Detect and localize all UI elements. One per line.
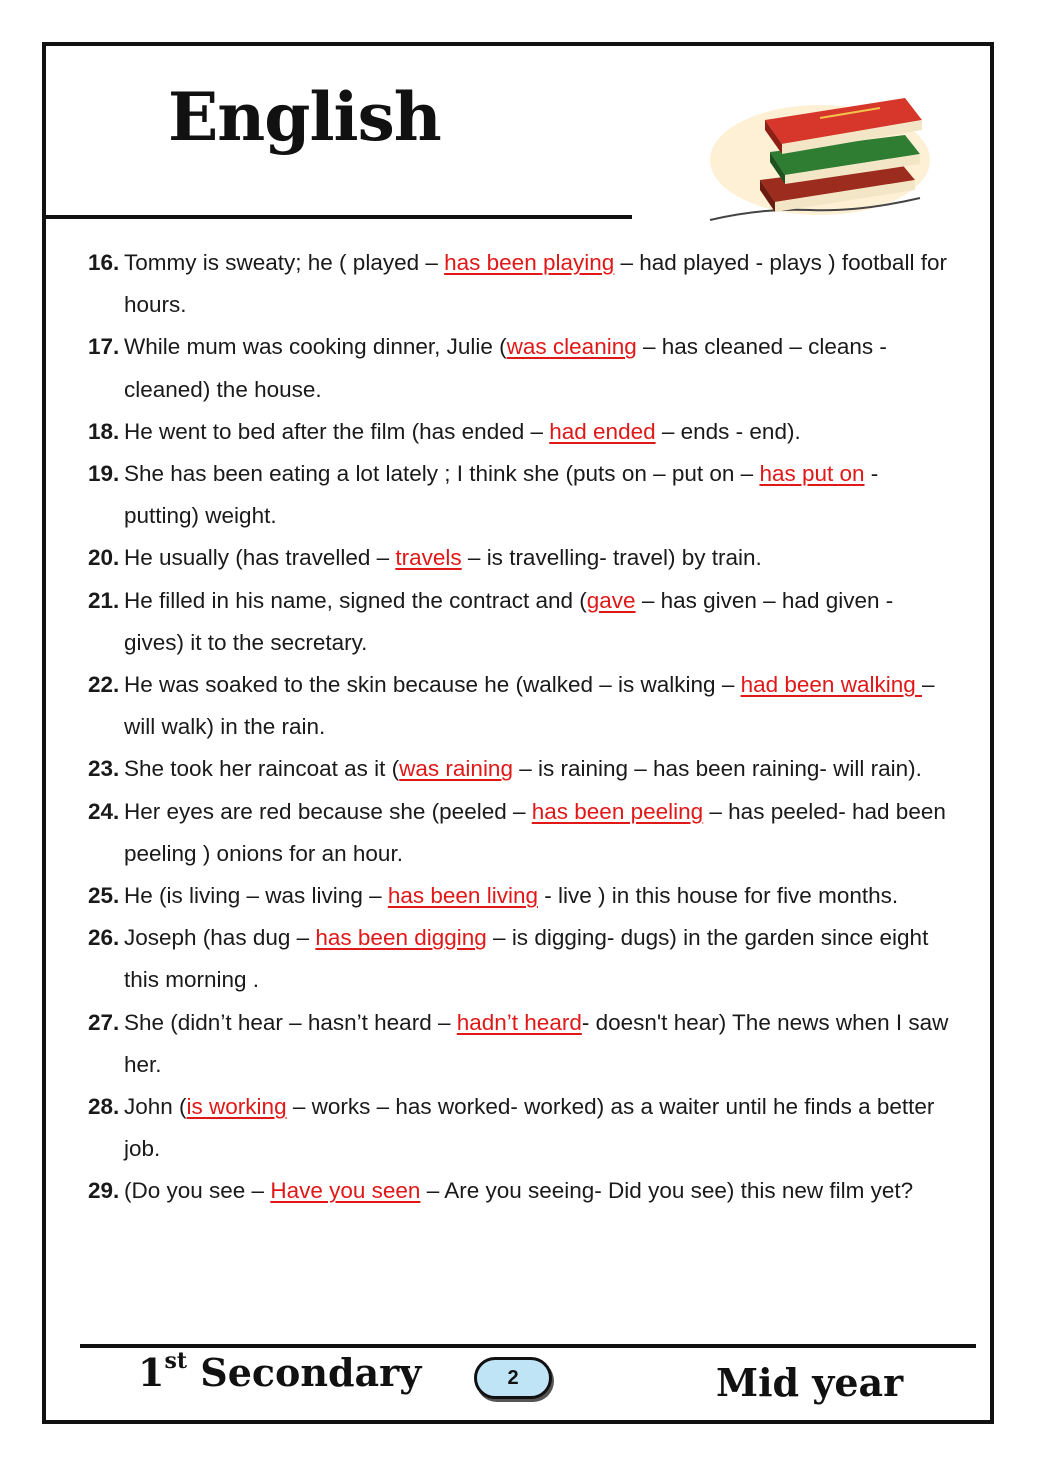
question-fragment: – had played - plays ) football for hours. — [124, 250, 947, 318]
question-number: 19. — [88, 461, 120, 487]
correct-answer: has been living — [387, 883, 538, 909]
question-fragment: She took her raincoat as it ( — [124, 756, 400, 782]
question-fragment: – ends - end). — [655, 418, 801, 444]
correct-answer: had ended — [549, 418, 656, 444]
question-number: 27. — [88, 1009, 120, 1035]
question-item — [88, 1170, 958, 1212]
question-fragment: - live ) in this house for five months. — [537, 883, 899, 909]
question-text — [124, 917, 958, 1001]
question-fragment: – works – has worked- worked) as a waiter until he finds a better job. — [124, 1094, 935, 1162]
question-item — [88, 242, 958, 326]
correct-answer: was cleaning — [506, 334, 637, 360]
question-fragment: – Are you seeing- Did you see) this new film yet? — [420, 1178, 914, 1204]
correct-answer: was raining — [399, 756, 513, 782]
question-number: 18. — [88, 418, 120, 444]
footer-divider — [80, 1344, 976, 1348]
question-item — [88, 875, 958, 917]
question-fragment: – will walk) in the rain. — [124, 672, 935, 740]
question-fragment: (Do you see – — [124, 1178, 271, 1204]
question-item — [88, 580, 958, 664]
question-fragment: - putting) weight. — [124, 461, 879, 529]
question-fragment: John ( — [124, 1094, 187, 1120]
correct-answer: travels — [395, 545, 462, 571]
grade-number: 1 — [138, 1350, 165, 1395]
correct-answer: has been digging — [315, 925, 487, 951]
question-item — [88, 1002, 958, 1086]
question-text — [124, 537, 958, 579]
correct-answer: has been playing — [444, 250, 615, 275]
question-text — [124, 411, 958, 453]
question-text — [124, 1002, 958, 1086]
question-text — [124, 664, 958, 748]
correct-answer: gave — [586, 587, 636, 613]
page-title: English — [168, 78, 441, 156]
question-number: 29. — [88, 1178, 120, 1204]
question-fragment: While mum was cooking dinner, Julie ( — [124, 334, 507, 360]
term-label: Mid year — [716, 1360, 904, 1405]
question-number: 20. — [88, 545, 120, 571]
question-fragment: – has cleaned – cleans - cleaned) the house. — [124, 334, 887, 402]
question-number: 22. — [88, 672, 120, 698]
correct-answer: has put on — [759, 461, 865, 487]
question-item — [88, 537, 958, 579]
question-fragment: – is travelling- travel) by train. — [461, 545, 762, 571]
question-fragment: Her eyes are red because she (peeled – — [124, 798, 532, 824]
page-number: 2 — [507, 1366, 519, 1389]
question-number: 21. — [88, 587, 120, 613]
question-fragment: – has peeled- had been peeling ) onions for an hour. — [124, 798, 946, 866]
question-text — [124, 748, 958, 790]
question-item — [88, 748, 958, 790]
grade-word: Secondary — [200, 1350, 422, 1395]
question-number: 23. — [88, 756, 120, 782]
question-number: 17. — [88, 334, 120, 360]
question-fragment: He usually (has travelled – — [124, 545, 396, 571]
correct-answer: Have you seen — [270, 1178, 421, 1204]
correct-answer: had been walking — [740, 672, 922, 698]
question-text — [124, 453, 958, 537]
correct-answer: hadn’t heard — [456, 1009, 582, 1035]
title-divider — [46, 215, 632, 219]
question-number: 28. — [88, 1094, 120, 1120]
question-list — [88, 242, 958, 1213]
question-text — [124, 580, 958, 664]
question-item — [88, 411, 958, 453]
question-fragment: – is digging- dugs) in the garden since eight this morning . — [124, 925, 929, 993]
question-text — [124, 1086, 958, 1170]
question-fragment: She (didn’t hear – hasn’t heard – — [124, 1009, 457, 1035]
question-fragment: He (is living – was living – — [124, 883, 388, 909]
question-item — [88, 453, 958, 537]
question-text — [124, 242, 958, 326]
question-item — [88, 917, 958, 1001]
question-fragment: Joseph (has dug – — [124, 925, 316, 951]
question-number: 25. — [88, 883, 120, 909]
question-item — [88, 791, 958, 875]
page-number-badge — [474, 1357, 552, 1399]
question-item — [88, 326, 958, 410]
grade-label — [138, 1350, 421, 1395]
question-number: 26. — [88, 925, 120, 951]
question-number: 24. — [88, 798, 120, 824]
question-text — [124, 1170, 958, 1212]
grade-suffix: st — [164, 1348, 188, 1375]
question-text — [124, 875, 958, 917]
books-icon — [700, 80, 940, 230]
question-fragment: She has been eating a lot lately ; I think she (puts on – put on – — [124, 461, 760, 487]
question-fragment: He was soaked to the skin because he (walked – is walking – — [124, 672, 741, 698]
question-fragment: He filled in his name, signed the contract and ( — [124, 587, 587, 613]
question-item — [88, 1086, 958, 1170]
question-fragment: – has given – had given - gives) it to the secretary. — [124, 587, 894, 655]
question-item — [88, 664, 958, 748]
question-number: 16. — [88, 250, 120, 275]
question-fragment: - doesn't hear) The news when I saw her. — [124, 1009, 949, 1077]
correct-answer: has been peeling — [531, 798, 704, 824]
question-fragment: – is raining – has been raining- will rain). — [512, 756, 922, 782]
question-fragment: Tommy is sweaty; he ( played – — [124, 250, 445, 275]
question-text — [124, 326, 958, 410]
correct-answer: is working — [186, 1094, 287, 1120]
question-fragment: He went to bed after the film (has ended – — [124, 418, 550, 444]
question-text — [124, 791, 958, 875]
